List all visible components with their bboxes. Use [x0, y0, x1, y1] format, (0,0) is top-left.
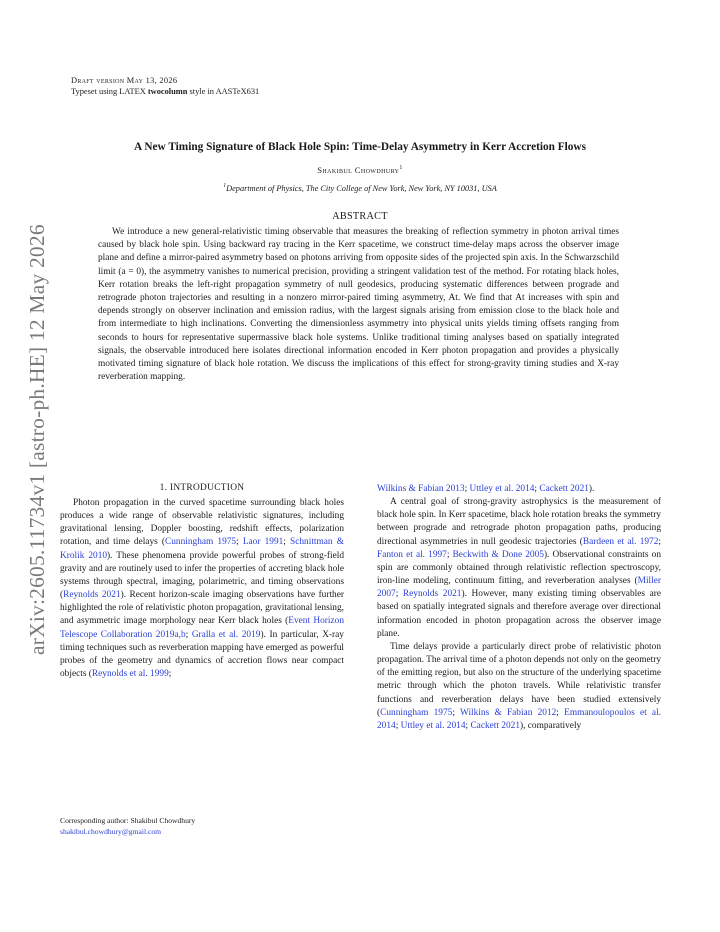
- body-text: ;: [464, 484, 470, 494]
- body-text: ;: [185, 629, 192, 640]
- citation-link[interactable]: Uttley et al. 2014: [400, 720, 466, 731]
- citation-link[interactable]: Reynolds 2021: [63, 590, 121, 601]
- author-email-link[interactable]: shakibul.chowdhury@gmail.com: [60, 827, 162, 836]
- corresponding-author-label: Corresponding author: Shakibul Chowdhury: [60, 816, 196, 825]
- draft-version-line: Draft version May 13, 2026: [71, 76, 178, 85]
- body-text: ;: [283, 537, 291, 548]
- body-text: ).: [588, 484, 595, 494]
- right-column: [377, 483, 661, 733]
- citation-link[interactable]: Fanton et al. 1997: [377, 549, 447, 560]
- paper-title: A New Timing Signature of Black Hole Spin: Time-Delay Asymmetry in Kerr Accretion Flows: [134, 141, 586, 153]
- citation-link[interactable]: Cunningham 1975: [165, 537, 237, 548]
- body-text: Photon propagation in the curved spacetime surrounding black holes produces a wide range of observable relativistic signatures, including gravitational lensing, Doppler boosting, redshift effects, polarization rotation, and time delays (: [60, 498, 344, 548]
- body-text: ;: [395, 589, 403, 600]
- body-text: ;: [534, 484, 540, 494]
- body-text: ). These phenomena provide powerful probes of strong-field gravity and are routinely used to infer the properties of accreting black hole systems through spectral, imaging, polarimetric, and timing observations (: [60, 550, 344, 601]
- intro-paragraph-3: [377, 641, 661, 733]
- typeset-prefix: Typeset using: [71, 86, 120, 96]
- intro-paragraph-1-continued: [377, 483, 661, 496]
- body-text: ), comparatively: [520, 720, 582, 731]
- latex-logo: LATEX: [119, 86, 146, 96]
- arxiv-identifier-text: arXiv:2605.11734v1 [astro-ph.HE] 12 May 2026: [25, 224, 49, 655]
- typeset-suffix: style in AASTeX631: [187, 86, 260, 96]
- section-heading-introduction: 1. INTRODUCTION: [159, 483, 245, 493]
- body-text: ). However, many existing timing observables are based on spatially integrated signals and therefore average over directional information encoded in photon propagation across the observer image plane.: [377, 589, 661, 639]
- body-text: ;: [395, 720, 401, 731]
- body-text: ). In particular, X-ray timing techniques such as reverberation mapping have emerged as powerful probes of the geometry and dynamics of accretion flows near compact objects (: [60, 629, 344, 680]
- citation-link[interactable]: Gralla et al. 2019: [191, 629, 261, 640]
- citation-link[interactable]: Wilkins & Fabian 2012: [460, 707, 557, 718]
- citation-link[interactable]: Event Horizon Telescope Collaboration 2019a,b: [60, 616, 344, 640]
- draft-header: [71, 76, 259, 97]
- citation-link[interactable]: Emmanoulopoulos et al. 2014: [377, 707, 662, 731]
- body-text: ). Observational constraints on spin are commonly obtained through relativistic reflection spectroscopy, iron-line modeling, continuum fitting, and reverberation analyses (: [377, 549, 661, 587]
- citation-link[interactable]: Cunningham 1975: [380, 707, 453, 718]
- citation-link[interactable]: Wilkins & Fabian 2013: [377, 484, 465, 494]
- affiliation-line: [60, 183, 660, 194]
- body-text: A central goal of strong-gravity astrophysics is the measurement of black hole spin. In Kerr spacetime, black hole rotation breaks the symmetry between prograde and retrograde photon propagation paths, producing directional asymmetries in null geodesic trajectories (: [377, 497, 661, 547]
- author-affiliation-mark: 1: [399, 165, 403, 172]
- citation-link[interactable]: Miller 2007: [377, 576, 661, 600]
- citation-link[interactable]: Schnittman & Krolik 2010: [60, 537, 344, 561]
- citation-link[interactable]: Bardeen et al. 1972: [582, 536, 659, 547]
- body-text: ;: [452, 707, 460, 718]
- arxiv-identifier-stamp: [20, 215, 50, 655]
- citation-link[interactable]: Cackett 2021: [539, 484, 589, 494]
- abstract-body: [98, 226, 619, 384]
- citation-link[interactable]: Cackett 2021: [470, 720, 520, 731]
- author-line: [60, 165, 660, 176]
- body-text: ;: [236, 537, 243, 548]
- citation-link[interactable]: Reynolds 2021: [402, 589, 462, 600]
- citation-link[interactable]: Reynolds et al. 1999: [91, 669, 169, 680]
- citation-link[interactable]: Laor 1991: [242, 537, 284, 548]
- body-text: Time delays provide a particularly direct probe of relativistic photon propagation. The arrival time of a photon depends not only on the geometry of the emitting region, but also on the structure of the underlying spacetime metric through which the photon travels. While relativistic transfer functions and reverberation delays have been studied extensively (: [377, 641, 661, 718]
- affiliation-mark: 1: [223, 183, 227, 190]
- typeset-style-name: twocolumn: [147, 86, 188, 96]
- body-text: ;: [446, 549, 453, 560]
- citation-link[interactable]: Beckwith & Done 2005: [452, 549, 544, 560]
- body-text: ). Recent horizon-scale imaging observations have further highlighted the role of relativistic photon propagation, gravitational lensing, and asymmetric image morphology near Kerr black holes (: [60, 590, 344, 627]
- abstract-text: We introduce a new general-relativistic timing observable that measures the breaking of reflection symmetry in photon arrival times caused by black hole spin. Using backward ray tracing in the Kerr spacetime, we construct time-delay maps across the observer image plane and define a mirror-paired asymmetry based on photons arriving from opposite sides of the projected spin axis. In the Schwarzschild limit (a = 0), the asymmetry vanishes to numerical precision, providing a stringent validation test of the method. For rotating black holes, Kerr rotation breaks the left-right propagation symmetry of null geodesics, producing systematic differences between prograde and retrograde photon trajectories and resulting in a nonzero mirror-paired timing asymmetry, At. We find that At increases with spin and depends strongly on observer inclination and emission radius, with the largest signals arising from emission close to the black hole and from intermediate to high inclinations. Converting the dimensionless asymmetry into physical units yields timing offsets ranging from seconds to hours for representative supermassive black hole systems. Unlike traditional timing analyses based on spatially integrated signals, the observable introduced here isolates directional information encoded in Kerr photon propagation and provides a physically motivated timing signature of black hole rotation. We discuss the implications of this effect for strong-gravity timing studies and X-ray reverberation mapping.: [98, 227, 619, 383]
- intro-paragraph-1: [60, 497, 344, 681]
- abstract-heading: ABSTRACT: [332, 211, 388, 222]
- left-column: [60, 497, 344, 681]
- body-text: ;: [556, 707, 565, 718]
- typeset-line: [71, 87, 259, 98]
- body-text: ;: [658, 536, 661, 547]
- intro-paragraph-2: [377, 496, 661, 641]
- corresponding-author-footnote: [60, 815, 344, 837]
- citation-link[interactable]: Uttley et al. 2014: [469, 484, 535, 494]
- author-name: Shakibul Chowdhury: [317, 165, 400, 175]
- body-text: ;: [168, 669, 172, 680]
- body-text: ;: [465, 720, 471, 731]
- affiliation-text: Department of Physics, The City College of New York, New York, NY 10031, USA: [226, 184, 497, 193]
